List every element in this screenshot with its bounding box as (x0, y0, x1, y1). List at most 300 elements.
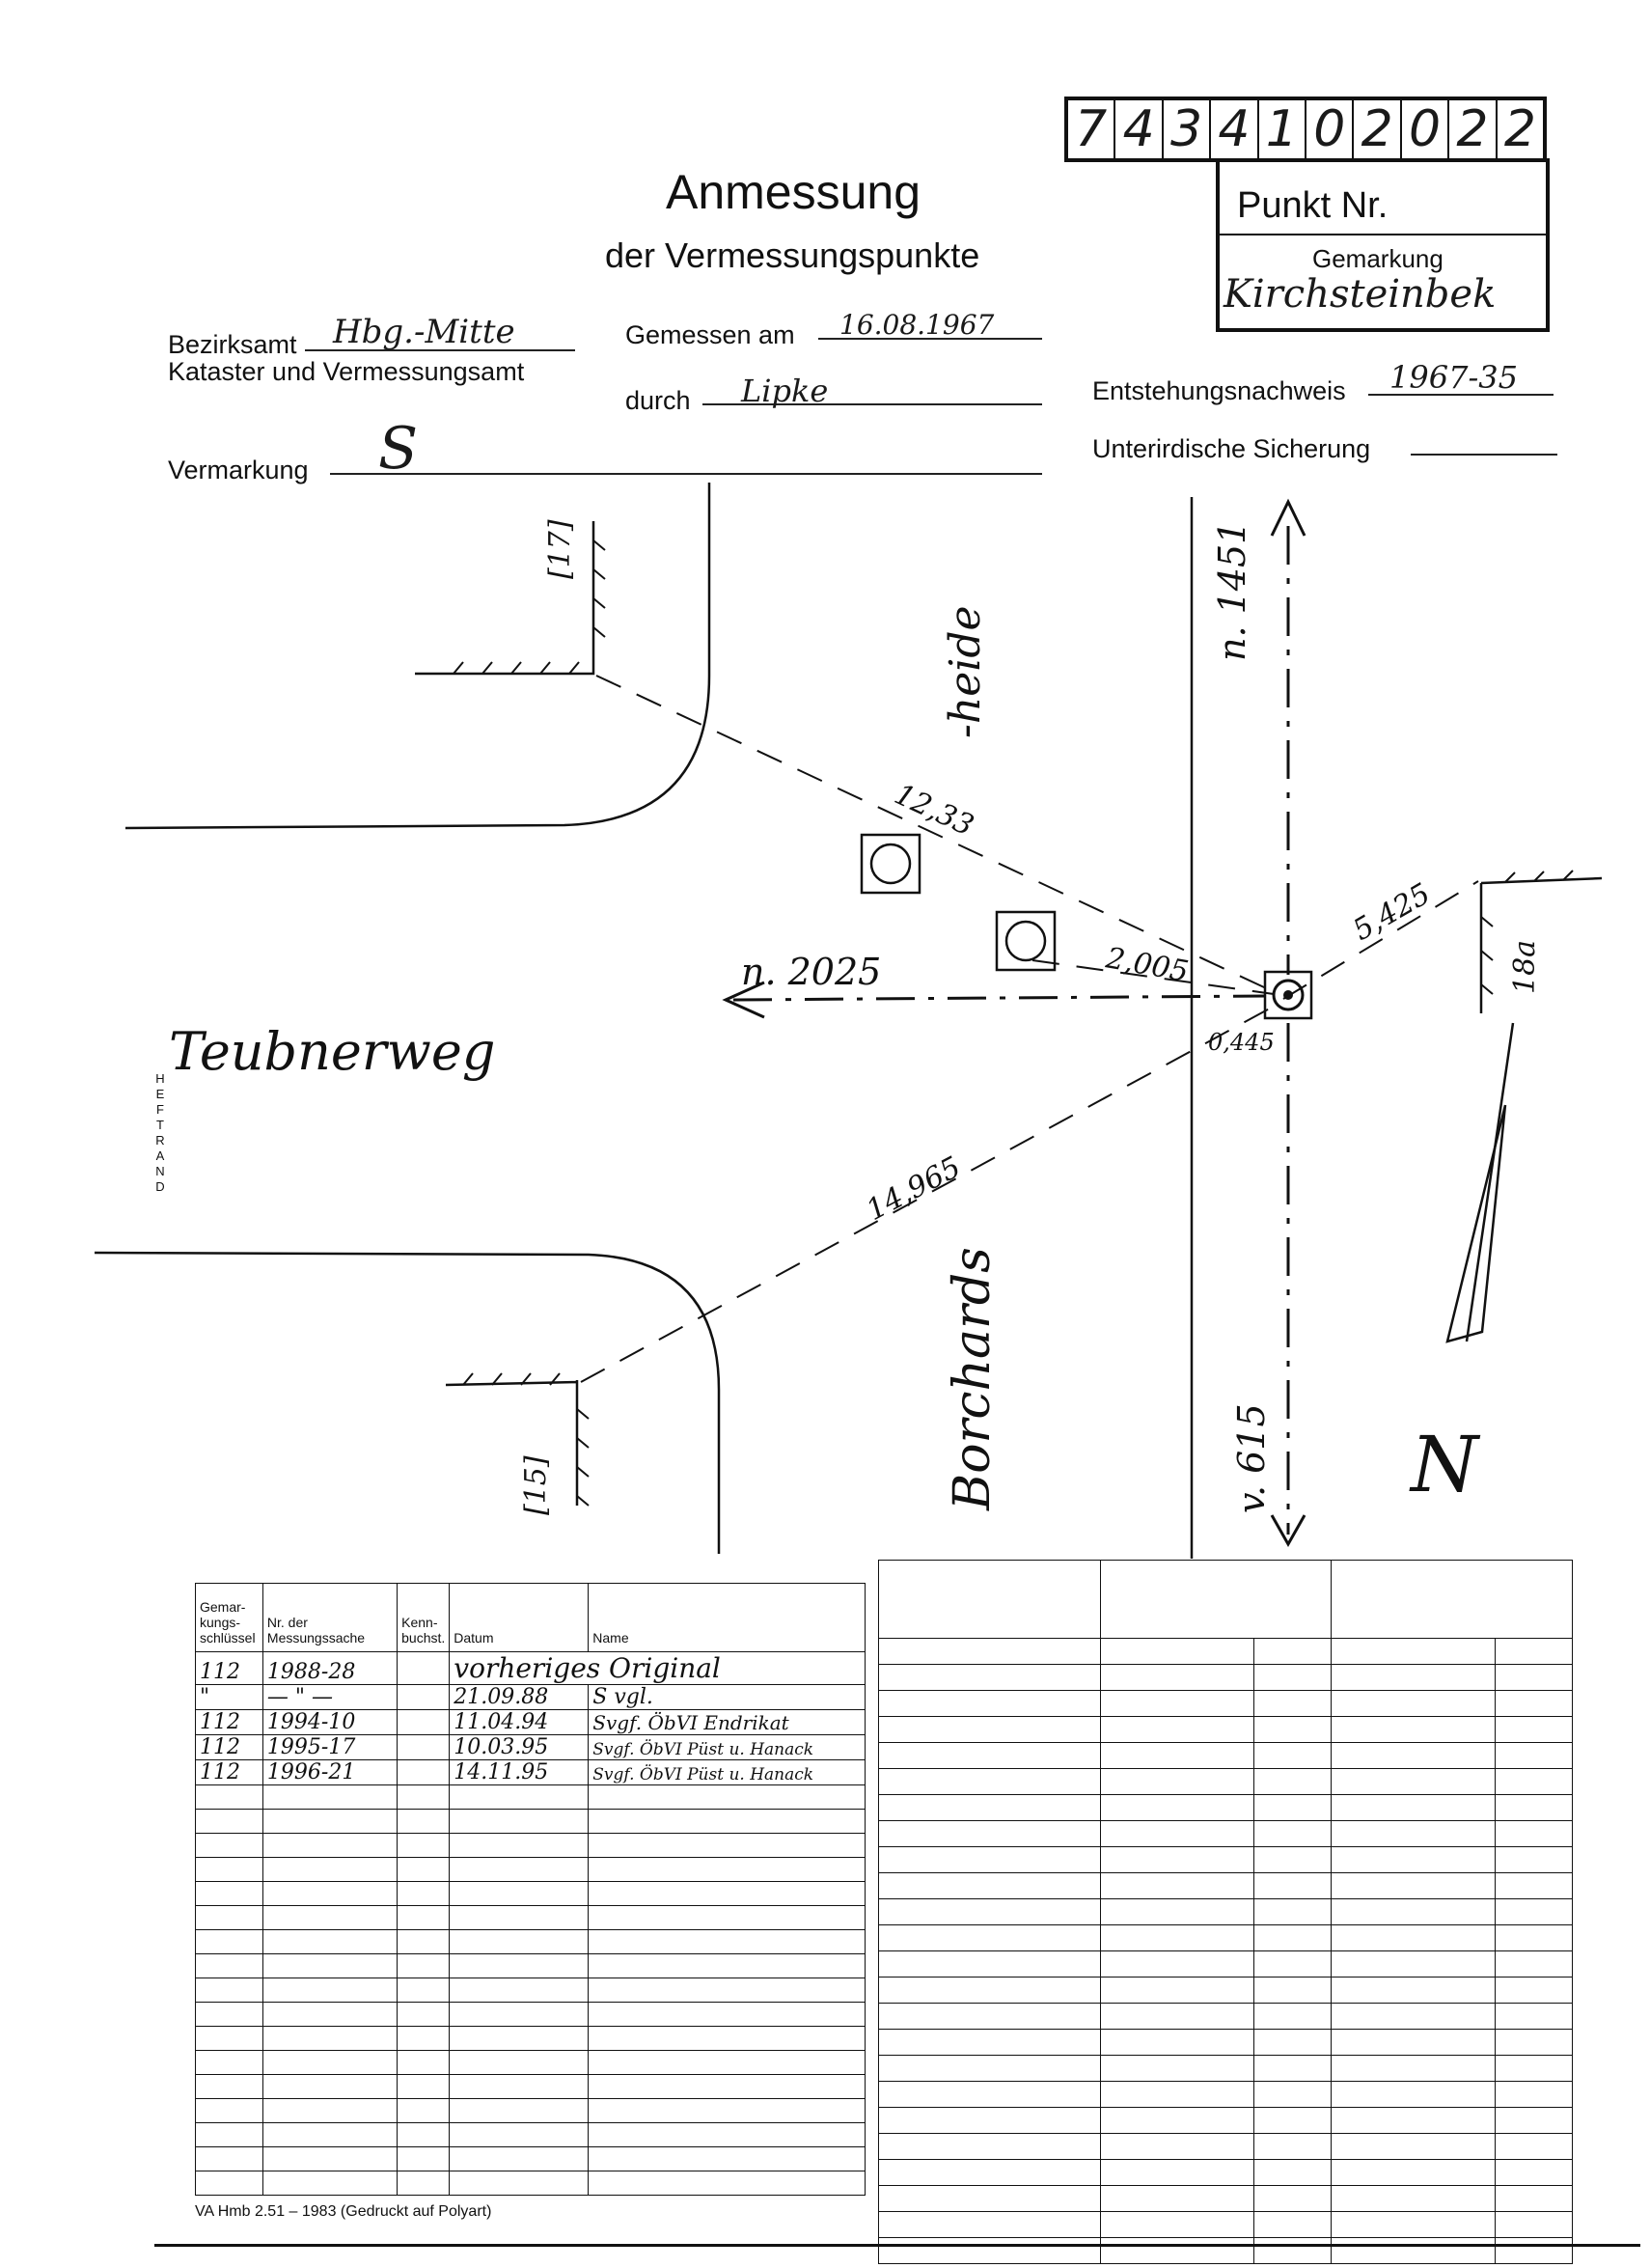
table-cell (1332, 2030, 1496, 2056)
table-cell (879, 2160, 1101, 2186)
distance-label: 12,33 (889, 777, 979, 844)
table-cell (1332, 1691, 1496, 1717)
table-cell (450, 2003, 589, 2027)
punkt-digit: 0 (1402, 100, 1449, 158)
table-cell (1332, 1873, 1496, 1899)
table-cell (1332, 2134, 1496, 2160)
table-cell (879, 1899, 1101, 1925)
heftrand-letter: F (156, 1102, 164, 1117)
table-cell (879, 1665, 1101, 1691)
column-header: Datum (450, 1584, 589, 1652)
table-cell (196, 2027, 263, 2051)
reference-label: v. 615 (1230, 1403, 1273, 1513)
table-cell (1496, 1795, 1573, 1821)
heftrand-letter: R (155, 1133, 165, 1148)
table-cell (1254, 1821, 1332, 1847)
table-cell (1254, 1925, 1332, 1951)
table-cell (1332, 1743, 1496, 1769)
table-cell (879, 1717, 1101, 1743)
table-cell (450, 2147, 589, 2171)
table-row (196, 1954, 866, 1978)
table-cell (1496, 2238, 1573, 2264)
table-cell (879, 1639, 1101, 1665)
table-cell (398, 2099, 450, 2123)
table-cell (1254, 1769, 1332, 1795)
table-cell (1100, 1561, 1332, 1639)
empty-rows (879, 1639, 1573, 2264)
table-cell (1332, 2108, 1496, 2134)
table-cell (879, 2030, 1101, 2056)
table-cell (1254, 2108, 1332, 2134)
table-cell (262, 1858, 397, 1882)
table-cell (879, 1561, 1101, 1639)
table-row (196, 2099, 866, 2123)
road-curb (95, 1253, 719, 1554)
table-cell (1332, 1665, 1496, 1691)
table-cell (1332, 1978, 1496, 2004)
table-cell (1332, 1899, 1496, 1925)
table-cell (589, 1930, 866, 1954)
table-cell (879, 1795, 1101, 1821)
table-row (879, 2056, 1573, 2082)
heftrand-letter: D (155, 1179, 165, 1194)
table-cell (1496, 1821, 1573, 1847)
table-cell (589, 1858, 866, 1882)
table-cell (1332, 1639, 1496, 1665)
distance-label: 2,005 (1103, 941, 1192, 989)
table-cell (1100, 1821, 1254, 1847)
table-row (196, 2027, 866, 2051)
table-cell (879, 1821, 1101, 1847)
table-cell (589, 2003, 866, 2027)
table-cell (262, 1810, 397, 1834)
continuation-table (878, 1560, 1573, 2264)
point-marker (1006, 922, 1045, 960)
table-cell (196, 2123, 263, 2147)
table-cell (398, 1978, 450, 2003)
table-cell: 112 (196, 1652, 263, 1685)
table-cell (1496, 2108, 1573, 2134)
gemarkung-value: Kirchsteinbek (1224, 272, 1497, 317)
table-cell (196, 1834, 263, 1858)
table-cell (398, 2027, 450, 2051)
document-subtitle: der Vermessungspunkte (605, 235, 980, 275)
table-row (879, 1951, 1573, 1978)
table-cell (1332, 1821, 1496, 1847)
table-cell (1100, 2004, 1254, 2030)
punkt-digit: 3 (1164, 100, 1211, 158)
table-cell (398, 1685, 450, 1710)
unterirdisch-label: Unterirdische Sicherung (1092, 434, 1371, 463)
heftrand-letter: H (155, 1071, 165, 1086)
table-cell (879, 1769, 1101, 1795)
table-cell (1332, 1795, 1496, 1821)
table-cell (879, 1691, 1101, 1717)
table-cell (1332, 2082, 1496, 2108)
table-cell (589, 1954, 866, 1978)
table-cell (1100, 1951, 1254, 1978)
column-header: Kenn-buchst. (398, 1584, 450, 1652)
table-cell (450, 1785, 589, 1810)
table-cell: 1988-28 (262, 1652, 397, 1685)
table-cell (589, 2123, 866, 2147)
gemessen-value: 16.08.1967 (839, 309, 995, 341)
table-cell (1100, 1795, 1254, 1821)
table-cell (1332, 2056, 1496, 2082)
table-cell (398, 1930, 450, 1954)
house-number-label: [15] (519, 1455, 553, 1515)
table-cell (1100, 1769, 1254, 1795)
column-header: Gemar-kungs-schlüssel (196, 1584, 263, 1652)
table-cell (1254, 1665, 1332, 1691)
table-cell: vorheriges Original (450, 1652, 866, 1685)
table-cell: 10.03.95 (450, 1735, 589, 1760)
entstehung-value: 1967-35 (1389, 359, 1518, 396)
table-cell (1496, 1691, 1573, 1717)
table-cell (262, 2147, 397, 2171)
table-cell (1254, 1691, 1332, 1717)
table-cell (879, 2212, 1101, 2238)
table-cell: Svgf. ÖbVI Püst u. Hanack (589, 1735, 866, 1760)
entstehung-label: Entstehungsnachweis (1092, 376, 1346, 405)
table-cell (1332, 1769, 1496, 1795)
table-cell (450, 1954, 589, 1978)
reference-label: n. 2025 (741, 951, 882, 993)
table-row (879, 1821, 1573, 1847)
table-cell (398, 2147, 450, 2171)
table-cell (196, 2075, 263, 2099)
punkt-digit: 1 (1259, 100, 1306, 158)
table-cell: 1995-17 (262, 1735, 397, 1760)
table-cell: 112 (196, 1735, 263, 1760)
table-cell (589, 2027, 866, 2051)
table-row (879, 2212, 1573, 2238)
table-cell (1496, 1665, 1573, 1691)
heftrand-letter: E (155, 1087, 165, 1101)
table-row (196, 2075, 866, 2099)
table-cell (1254, 1847, 1332, 1873)
table-cell (450, 2099, 589, 2123)
table-cell (196, 1930, 263, 1954)
table-cell (450, 1930, 589, 1954)
table-cell (450, 2075, 589, 2099)
table-cell (1496, 1639, 1573, 1665)
document-title: Anmessung (666, 165, 921, 219)
table-cell (1100, 1873, 1254, 1899)
table-cell (589, 2051, 866, 2075)
table-row (196, 1834, 866, 1858)
table-cell (589, 1906, 866, 1930)
table-row (879, 1717, 1573, 1743)
table-cell (1100, 1743, 1254, 1769)
table-cell (196, 2003, 263, 2027)
north-label: N (1411, 1420, 1478, 1509)
table-cell (262, 1785, 397, 1810)
table-cell (196, 1858, 263, 1882)
table-cell (879, 2056, 1101, 2082)
table-cell (1100, 2238, 1254, 2264)
table-cell (1332, 1717, 1496, 1743)
table-row (196, 1930, 866, 1954)
table-cell: " (196, 1685, 263, 1710)
table-row (879, 1639, 1573, 1665)
table-cell (1332, 1951, 1496, 1978)
table-cell (1496, 1717, 1573, 1743)
table-cell (450, 2027, 589, 2051)
punkt-digit: 7 (1068, 100, 1115, 158)
table-cell (1254, 2134, 1332, 2160)
table-cell (589, 2147, 866, 2171)
table-cell (1254, 1639, 1332, 1665)
punkt-digit: 2 (1449, 100, 1497, 158)
table-cell (196, 1785, 263, 1810)
table-cell (879, 2082, 1101, 2108)
table-header-row (879, 1561, 1573, 1639)
table-row (879, 1873, 1573, 1899)
table-cell (1254, 1717, 1332, 1743)
vermarkung-label: Vermarkung (168, 456, 309, 484)
table-cell (1254, 1743, 1332, 1769)
table-cell (1332, 1561, 1573, 1639)
table-cell (1254, 2030, 1332, 2056)
table-cell (879, 2004, 1101, 2030)
table-cell (1332, 2212, 1496, 2238)
table-cell (1496, 2134, 1573, 2160)
table-cell (1496, 1743, 1573, 1769)
table-cell (196, 2171, 263, 2196)
table-cell (398, 2051, 450, 2075)
table-cell (1254, 2238, 1332, 2264)
table-row (879, 2134, 1573, 2160)
punkt-digit: 2 (1503, 100, 1536, 158)
table-cell (1100, 1639, 1254, 1665)
table-cell (1496, 1873, 1573, 1899)
punkt-digit: 4 (1115, 100, 1163, 158)
table-cell (1496, 1847, 1573, 1873)
table-row (879, 1795, 1573, 1821)
table-row (879, 1743, 1573, 1769)
bottom-rule (154, 2244, 1640, 2247)
heftrand-letter: T (156, 1118, 164, 1132)
durch-label: durch (625, 386, 691, 415)
table-row (196, 1685, 866, 1710)
empty-rows (196, 1785, 866, 2196)
table-cell (1254, 2160, 1332, 2186)
table-row (879, 2030, 1573, 2056)
table-cell (1332, 1847, 1496, 1873)
table-cell (1100, 2056, 1254, 2082)
table-cell: 11.04.94 (450, 1710, 589, 1735)
table-cell (1332, 2238, 1496, 2264)
gemessen-label: Gemessen am (625, 320, 795, 349)
table-row (196, 1785, 866, 1810)
table-cell (398, 1760, 450, 1785)
survey-point-marker (1283, 990, 1293, 1000)
point-marker (871, 844, 910, 883)
table-cell (262, 1906, 397, 1930)
reference-line-west (733, 996, 1266, 1000)
table-cell (1100, 2108, 1254, 2134)
table-cell (589, 2171, 866, 2196)
table-cell: — " — (262, 1685, 397, 1710)
table-cell (398, 1906, 450, 1930)
table-cell (398, 1882, 450, 1906)
table-cell (1496, 1978, 1573, 2004)
measurement-history-table (195, 1583, 866, 2196)
table-cell (879, 2108, 1101, 2134)
punkt-digit: 2 (1354, 100, 1401, 158)
table-row (196, 2051, 866, 2075)
form-footer-note: VA Hmb 2.51 – 1983 (Gedruckt auf Polyart) (195, 2203, 492, 2220)
table-cell (589, 2075, 866, 2099)
table-cell: 14.11.95 (450, 1760, 589, 1785)
north-arrow-symbol (1447, 1023, 1513, 1341)
table-cell (1332, 2160, 1496, 2186)
table-cell (1496, 1925, 1573, 1951)
table-cell (1100, 1717, 1254, 1743)
table-cell (1100, 2160, 1254, 2186)
table-cell (398, 1858, 450, 1882)
table-cell (589, 2099, 866, 2123)
table-cell (1254, 2186, 1332, 2212)
table-cell (262, 2051, 397, 2075)
street-name-label: -heide (941, 605, 990, 738)
table-cell (1332, 1925, 1496, 1951)
table-cell (262, 2027, 397, 2051)
table-cell (1100, 2134, 1254, 2160)
table-cell: Svgf. ÖbVI Endrikat (589, 1710, 866, 1735)
table-cell: 112 (196, 1710, 263, 1735)
street-name-label: Teubnerweg (169, 1021, 496, 1082)
table-cell (196, 2051, 263, 2075)
durch-value: Lipke (741, 373, 829, 409)
table-cell (1254, 1899, 1332, 1925)
table-cell (879, 2186, 1101, 2212)
table-cell (262, 1930, 397, 1954)
bezirksamt-value: Hbg.-Mitte (333, 313, 515, 351)
table-cell (1254, 2082, 1332, 2108)
table-row (196, 1882, 866, 1906)
table-row (196, 2003, 866, 2027)
table-row (879, 2238, 1573, 2264)
table-cell (450, 1906, 589, 1930)
table-cell (879, 1925, 1101, 1951)
table-cell (1100, 1665, 1254, 1691)
table-cell (398, 1652, 450, 1685)
heftrand-letter: A (155, 1148, 165, 1163)
table-cell: 1994-10 (262, 1710, 397, 1735)
table-row (879, 2082, 1573, 2108)
table-cell (450, 2123, 589, 2147)
table-row (879, 2160, 1573, 2186)
table-row (879, 1769, 1573, 1795)
table-cell (398, 1810, 450, 1834)
table-cell (1254, 1978, 1332, 2004)
table-cell (262, 1834, 397, 1858)
table-cell (1496, 2082, 1573, 2108)
table-cell (1100, 1691, 1254, 1717)
table-row (879, 1847, 1573, 1873)
table-cell (879, 1978, 1101, 2004)
table-cell (1100, 1978, 1254, 2004)
measure-line (596, 676, 1279, 994)
table-cell (398, 2123, 450, 2147)
gemarkung-label: Gemarkung (1312, 244, 1444, 273)
table-cell (262, 2075, 397, 2099)
table-cell (1496, 2160, 1573, 2186)
table-row (196, 1710, 866, 1735)
table-row (196, 2123, 866, 2147)
table-cell (1496, 2056, 1573, 2082)
road-curb (125, 483, 709, 828)
table-cell (398, 2075, 450, 2099)
table-cell (1100, 2186, 1254, 2212)
table-row (879, 1691, 1573, 1717)
table-cell (262, 1882, 397, 1906)
heftrand-letter: N (155, 1164, 165, 1178)
table-cell (589, 1882, 866, 1906)
table-cell (450, 1810, 589, 1834)
distance-label: 5,425 (1347, 876, 1437, 948)
table-cell (589, 1810, 866, 1834)
punkt-label: Punkt Nr. (1237, 185, 1389, 226)
table-cell (1254, 1873, 1332, 1899)
table-cell (1254, 2004, 1332, 2030)
table-cell (450, 2171, 589, 2196)
table-cell (196, 1882, 263, 1906)
table-cell (262, 2123, 397, 2147)
table-cell (398, 1954, 450, 1978)
table-header-row (196, 1584, 866, 1652)
table-cell (1100, 1925, 1254, 1951)
table-row (196, 2171, 866, 2196)
distance-label: 0,445 (1208, 1029, 1275, 1056)
column-header: Nr. der Messungssache (262, 1584, 397, 1652)
table-cell (262, 1978, 397, 2003)
table-row (196, 1810, 866, 1834)
table-row (879, 1978, 1573, 2004)
table-cell (398, 1785, 450, 1810)
table-cell: S vgl. (589, 1685, 866, 1710)
table-row (196, 1760, 866, 1785)
table-cell (262, 2171, 397, 2196)
table-cell (879, 1951, 1101, 1978)
table-cell (196, 1954, 263, 1978)
table-cell (262, 1954, 397, 1978)
table-cell (196, 2099, 263, 2123)
distance-label: 14,965 (861, 1149, 967, 1229)
table-row (196, 1735, 866, 1760)
house-number-label: 18a (1508, 939, 1542, 994)
table-cell (1100, 1899, 1254, 1925)
table-cell (1100, 2212, 1254, 2238)
table-cell (879, 1847, 1101, 1873)
table-cell (589, 1978, 866, 2003)
table-cell (1254, 1795, 1332, 1821)
table-cell (450, 1882, 589, 1906)
table-cell (450, 1978, 589, 2003)
table-cell (1496, 1899, 1573, 1925)
table-cell (398, 1735, 450, 1760)
table-row (196, 1906, 866, 1930)
table-cell (196, 1906, 263, 1930)
table-cell (1496, 1951, 1573, 1978)
table-cell (450, 2051, 589, 2075)
table-row (879, 1665, 1573, 1691)
reference-label: n. 1451 (1211, 520, 1253, 661)
table-cell (1496, 1769, 1573, 1795)
table-row (879, 1899, 1573, 1925)
